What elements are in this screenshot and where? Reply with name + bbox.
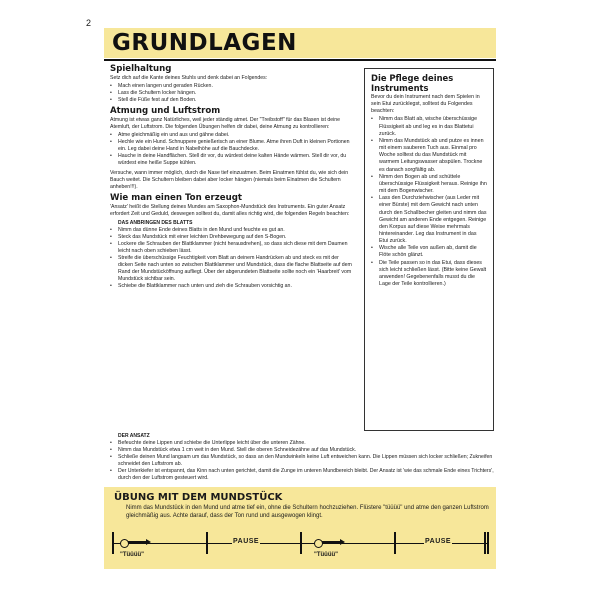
heading-atmung: Atmung und Luftstrom bbox=[110, 106, 221, 117]
arrow-shaft-icon bbox=[128, 541, 146, 543]
list-item: • Schließe deinen Mund langsam um das Mundstück, so dass an den Mundwinkeln keine Luft entweichen kann. Die Lippen müssen sich locker schließen; Zukneifen schneidet den Luftstrom ab. bbox=[108, 454, 496, 468]
ansatz-list bbox=[108, 440, 496, 482]
list-item: • Schiebe die Blattklammer nach unten und zieh die Schrauben vorsichtig an. bbox=[108, 283, 354, 290]
page-title: GRUNDLAGEN bbox=[112, 30, 297, 56]
header-rule bbox=[104, 59, 496, 61]
list-item: • Nimm das Blatt ab, wische überschüssige Flüssigkeit ab und leg es in das Blattetui zurück. bbox=[371, 116, 487, 137]
atmung-intro: Atmung ist etwas ganz Natürliches, weil jeder ständig atmet. Der "Treibstoff" für das Blasen ist deine Atemluft, der Luftstrom. Die folgenden Übungen helfen dir dabei, deine Atmung zu kontrollieren: bbox=[110, 117, 341, 131]
bar-line bbox=[394, 532, 396, 554]
spielhaltung-intro: Setz dich auf die Kante deines Stuhls und denk dabei an Folgendes: bbox=[110, 75, 268, 81]
list-item: • Nimm das Mundstück ab und putze es innen mit einem sauberen Tuch aus. Einmal pro Woche solltest du das Mundstück mit warmem Leitungswasser abspülen. Trockne es danach sorgfältig ab. bbox=[371, 138, 487, 174]
atmung-list bbox=[108, 132, 354, 167]
pause-label: PAUSE bbox=[425, 538, 452, 545]
atmung-outro: Versuche, wann immer möglich, durch die Nase tief einzuatmen. Beim Einatmen fühlst du, wie sich dein Bauch weitet. Die Schultern bleiben dabei aber locker hängen (niemals beim Einatmen die Schultern anheben!!!). bbox=[110, 169, 349, 190]
pause-label: PAUSE bbox=[233, 538, 260, 545]
care-sidebar bbox=[364, 68, 494, 431]
exercise-intro: Nimm das Mundstück in den Mund und atme tief ein, ohne die Schultern hochzuziehen. Flüstere "tüüüü" und atme den ganzen Luftstrom gleichmäßig aus. Achte darauf, dass der Ton rund und ausgewogen klingt. bbox=[126, 505, 489, 519]
arrow-head-icon bbox=[340, 539, 345, 545]
sidebar-intro: Bevor du dein Instrument nach dem Spielen in sein Etui zurücklegst, solltest du Folgendes beachten: bbox=[371, 94, 480, 115]
list-item: • Lass den Durchziehwischer (aus Leder mit einer Bürste) mit dem Gewicht nach unten durch den Schallbecher gleiten und nimm das Gewicht am anderen Ende entgegen. Reinige den Korpus auf diese Weise mehrmals hintereinander. Leg das Instrument in das Etui zurück. bbox=[371, 195, 487, 245]
list-item: • Hauche in deine Handflächen. Stell dir vor, du würdest deine kalten Hände wärmen. Stell dir vor, du würdest eine heiße Suppe kühlen. bbox=[108, 153, 354, 167]
arrow-shaft-icon bbox=[322, 541, 340, 543]
exercise-staff bbox=[112, 528, 488, 564]
ton-intro: 'Ansatz' heißt die Stellung deines Mundes am Saxophon-Mundstück des Instruments. Ein guter Ansatz erfordert Zeit und Geduld, deswegen solltest du, damit alles richtig wird, die folgenden Regeln beachten: bbox=[110, 203, 350, 217]
blatt-list bbox=[108, 227, 354, 290]
arrow-head-icon bbox=[146, 539, 151, 545]
tone-label: "Tüüüü" bbox=[120, 552, 145, 558]
tone-label: "Tüüüü" bbox=[314, 552, 339, 558]
list-item: • Lockere die Schrauben der Blattklammer (nicht herausdrehen), so dass sich diese mit dem Daumen leicht nach oben schieben lässt. bbox=[108, 241, 354, 255]
page-number: 2 bbox=[86, 18, 92, 28]
exercise-band bbox=[104, 487, 496, 569]
main-column bbox=[108, 62, 354, 292]
exercise-heading: ÜBUNG MIT DEM MUNDSTÜCK bbox=[114, 492, 283, 503]
bar-line bbox=[300, 532, 302, 554]
sidebar-heading: Die Pflege deines Instruments bbox=[371, 73, 454, 93]
ansatz-section bbox=[108, 431, 496, 484]
list-item: • Der Unterkiefer ist entspannt, das Kinn nach unten gerichtet, damit die Zunge im unteren Mundbereich bleibt. Der Ansatz ist 'wie das schmale Ende eines Trichters', durch den der Luftstrom gesteuert wird. bbox=[108, 468, 496, 482]
heading-ton: Wie man einen Ton erzeugt bbox=[110, 192, 242, 203]
list-item: • Hechle wie ein Hund. Schnuppere genießerisch an einer Blume. Atme ihren Duft in kleinen Portionen ein. Leg dabei deine Hand in Nabelhöhe auf die Bauchdecke. bbox=[108, 139, 354, 153]
list-item: • Nimm das Mundstück etwa 1 cm weit in den Mund. Stell die oberen Schneidezähne auf das Mundstück. bbox=[108, 447, 496, 454]
list-item: • Die Teile passen so in das Etui, dass dieses sich leicht schließen lässt. (Bitte keine Gewalt anwenden! Gegebenenfalls musst du die Lage der Teile kontrollieren.) bbox=[371, 260, 487, 289]
subheading-ansatz: DER ANSATZ bbox=[118, 433, 150, 439]
heading-spielhaltung: Spielhaltung bbox=[110, 64, 172, 74]
list-item: • Nimm den Bogen ab und schüttele überschüssige Flüssigkeit heraus. Reinige ihn mit dem Bogenwischer. bbox=[371, 174, 487, 195]
list-item: • Nimm das dünne Ende deines Blatts in den Mund und feuchte es gut an. bbox=[108, 227, 354, 234]
subheading-blatt: DAS ANBRINGEN DES BLATTS bbox=[118, 219, 193, 226]
list-item: • Befeuchte deine Lippen und schiebe die Unterlippe leicht über die unteren Zähne. bbox=[108, 440, 496, 447]
list-item: • Steck das Mundstück mit einer leichten Drehbewegung auf den S-Bogen. bbox=[108, 234, 354, 241]
list-item: • Stell die Füße fest auf den Boden. bbox=[108, 97, 354, 104]
list-item: • Wische alle Teile von außen ab, damit die Flöte schön glänzt. bbox=[371, 245, 487, 259]
bar-line bbox=[487, 532, 489, 554]
list-item: • Atme gleichmäßig ein und aus und gähne dabei. bbox=[108, 132, 354, 139]
list-item: • Mach einen langen und geraden Rücken. bbox=[108, 83, 354, 90]
bar-line bbox=[112, 532, 114, 554]
bar-line bbox=[206, 532, 208, 554]
spielhaltung-list bbox=[108, 83, 354, 104]
sidebar-list bbox=[371, 116, 487, 288]
list-item: • Streife die überschüssige Feuchtigkeit vom Blatt an deinem Handrücken ab und steck es mit der dicken Seite nach unten so zwischen Blattklammer und Mundstück, dass die flache Blattseite auf dem Rand der Mundstücköffnung aufliegt. Über der abgerundeten Blattseite sollte noch ein 'Haarbreit' vom Mundstück sichtbar sein. bbox=[108, 255, 354, 283]
bar-line bbox=[484, 532, 486, 554]
list-item: • Lass die Schultern locker hängen. bbox=[108, 90, 354, 97]
